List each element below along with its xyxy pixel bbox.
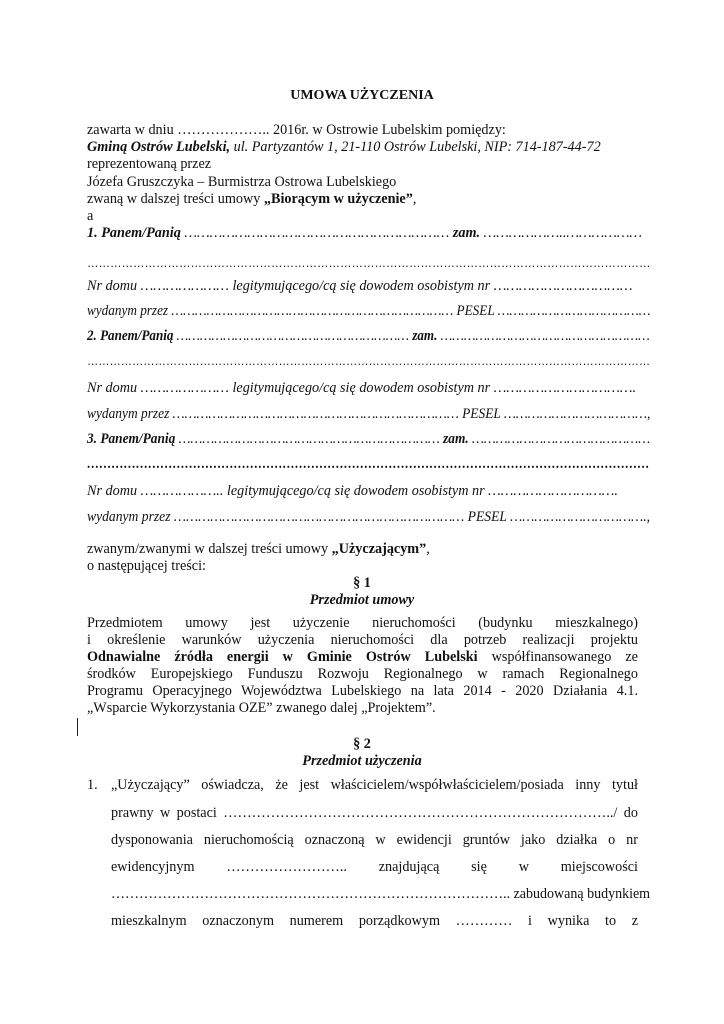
party-3-label: 3. Panem/Panią — [87, 431, 176, 447]
section-1-line-4: środków Europejskiego Funduszu Rozwoju Regionalnego w ramach Regionalnego — [87, 666, 638, 682]
party-3-name-field: ………………………………………………………… — [175, 431, 440, 447]
party-1-zam-field: ………………..……………… — [480, 225, 643, 241]
party-1-name-field: ……………………………………………………… — [180, 225, 453, 241]
party-2-name-line — [87, 328, 650, 345]
item-1-line-3: dysponowania nieruchomością oznaczoną w ewidencji gruntów jako działka o nr — [111, 832, 638, 848]
borrower-label: „Biorącym w użyczenie” — [263, 191, 413, 207]
party-3-zam: zam. — [443, 431, 469, 447]
item-1-line-1: „Użyczający” oświadcza, że jest właścicielem/współwłaścicielem/posiada inny tytuł — [111, 777, 638, 793]
section-1-line-2: i określenie warunków użyczenia nieruchomości dla potrzeb realizacji projektu — [87, 632, 638, 648]
borrower-called-line — [87, 191, 416, 208]
section-1-heading: Przedmiot umowy — [309, 592, 415, 608]
mayor-name: Józefa Gruszczyka – Burmistrza Ostrowa Lubelskiego — [87, 174, 397, 190]
party-3-id-line: Nr domu ……………….. legitymującego/cą się dowodem osobistym nr …………………………. — [87, 483, 618, 499]
party-1-zam: zam. — [452, 225, 481, 241]
party-1-address-line: ………………………………………………………………………………………………………………………………… — [87, 255, 651, 270]
called-prefix: zwaną w dalszej treści umowy — [87, 191, 264, 207]
gmina-name: Gminą Ostrów Lubelski, — [87, 139, 231, 155]
section-1-line-3 — [87, 649, 638, 666]
section-1-number: § 1 — [353, 575, 371, 591]
item-1-line-5: ………………………………………………………………………….. zabudowaną budynkiem — [111, 886, 651, 902]
called-suffix: , — [412, 191, 417, 207]
party-2-label: 2. Panem/Panią — [87, 328, 174, 344]
item-1-number: 1. — [87, 777, 98, 793]
party-1-id-line: Nr domu ………………… legitymującego/cą się dowodem osobistym nr …………………………… — [87, 278, 633, 294]
document-title: UMOWA UŻYCZENIA — [290, 88, 434, 103]
party-3-address-line: ………………………………………………………………………………………………………………………… — [87, 456, 650, 472]
section-1-line-1: Przedmiotem umowy jest użyczenie nieruchomości (budynku mieszkalnego) — [87, 615, 638, 631]
lender-called-line — [87, 541, 430, 558]
lender-prefix: zwanym/zwanymi w dalszej treści umowy — [87, 541, 332, 557]
section-1-line-5: Programu Operacyjnego Województwa Lubelskiego na lata 2014 - 2020 Działania 4.1. — [87, 683, 638, 699]
party-1-name-line — [87, 225, 642, 242]
lender-label: „Użyczającym” — [331, 541, 427, 557]
item-1-line-6: mieszkalnym oznaczonym numerem porządkowym ………… i wynika to z — [111, 913, 638, 929]
lender-suffix: , — [426, 541, 430, 557]
party-2-zam-field: ……………………………………………… — [437, 328, 650, 344]
section-1-line-3-rest: współfinansowanego ze — [477, 649, 638, 665]
following-text: o następującej treści: — [87, 558, 206, 574]
item-1-line-2: prawny w postaci ………………………………………………………………………../ do — [111, 805, 638, 821]
party-2-issued-line: wydanym przez ……………………………………………………………… PESEL ………………………………, — [87, 406, 651, 422]
party-3-name-line — [87, 431, 650, 448]
section-2-heading: Przedmiot użyczenia — [302, 753, 422, 769]
represented-by: reprezentowaną przez — [87, 156, 212, 172]
gmina-line — [87, 139, 601, 156]
party-2-zam: zam. — [412, 328, 438, 344]
item-1-line-4: ewidencyjnym …………………….. znajdującą się w miejscowości — [111, 859, 638, 875]
party-3-zam-field: ……………………………………… — [468, 431, 651, 447]
gmina-address: ul. Partyzantów 1, 21-110 Ostrów Lubelski, NIP: 714-187-44-72 — [230, 139, 601, 155]
party-2-name-field: …………………………………………………… — [173, 328, 410, 344]
party-2-address-line: …………………………………………………………………………………………………………………………………… — [87, 353, 651, 368]
party-1-issued-line: wydanym przez ……………………………………………………………… PESEL ………………………………… — [87, 303, 651, 319]
text-cursor — [77, 718, 78, 736]
party-3-issued-line: wydanym przez ……………………………………………………………… PESEL ……………………………., — [87, 509, 651, 525]
project-name: Odnawialne źródła energii w Gminie Ostrów Lubelski — [87, 649, 478, 665]
intro-date-line: zawarta w dniu ……………….. 2016r. w Ostrowie Lubelskim pomiędzy: — [87, 122, 506, 138]
section-1-line-6: „Wsparcie Wykorzystania OZE” zwanego dalej „Projektem”. — [87, 700, 436, 716]
section-2-number: § 2 — [353, 736, 371, 752]
party-2-id-line: Nr domu ………………… legitymującego/cą się dowodem osobistym nr ……………………………. — [87, 380, 637, 396]
and-word: a — [87, 208, 94, 224]
party-1-label: 1. Panem/Panią — [87, 225, 181, 241]
